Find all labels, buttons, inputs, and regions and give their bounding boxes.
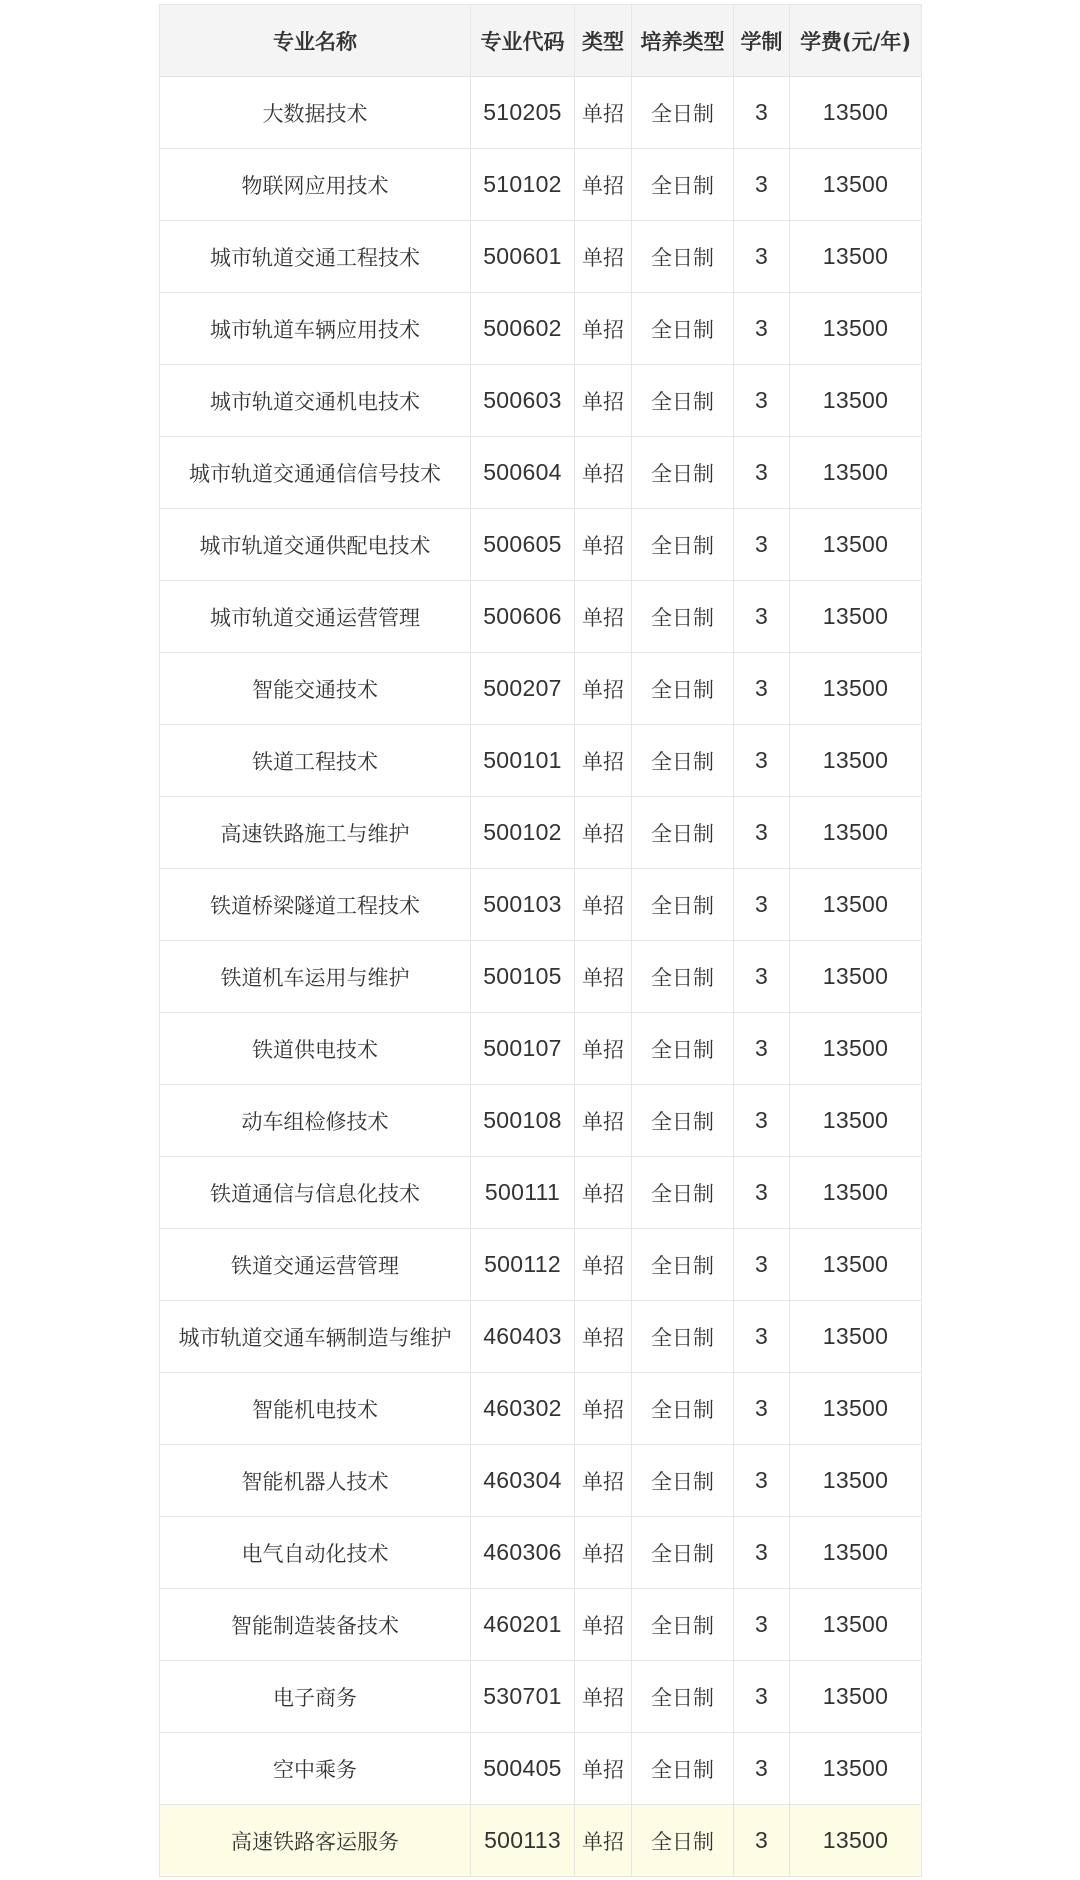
cell-admission-type: 单招 [575,1661,632,1733]
cell-study-mode: 全日制 [632,869,734,941]
cell-program-code: 500105 [471,941,575,1013]
cell-program-code: 460302 [471,1373,575,1445]
cell-admission-type: 单招 [575,653,632,725]
cell-study-mode: 全日制 [632,1805,734,1877]
cell-tuition: 13500 [790,797,922,869]
cell-study-mode: 全日制 [632,653,734,725]
cell-program-code: 460403 [471,1301,575,1373]
cell-program-name: 铁道通信与信息化技术 [160,1157,471,1229]
cell-admission-type: 单招 [575,1157,632,1229]
cell-study-mode: 全日制 [632,1589,734,1661]
header-tuition: 学费(元/年) [790,5,922,77]
table-row [160,1445,922,1517]
table-row [160,1661,922,1733]
cell-tuition: 13500 [790,1589,922,1661]
cell-tuition: 13500 [790,1661,922,1733]
table-row [160,1805,922,1877]
cell-admission-type: 单招 [575,1445,632,1517]
table-body [160,77,922,1877]
cell-admission-type: 单招 [575,1373,632,1445]
cell-tuition: 13500 [790,1445,922,1517]
cell-admission-type: 单招 [575,509,632,581]
cell-duration: 3 [734,941,790,1013]
cell-program-name: 空中乘务 [160,1733,471,1805]
cell-duration: 3 [734,1589,790,1661]
table-row [160,1301,922,1373]
cell-admission-type: 单招 [575,437,632,509]
cell-program-code: 500107 [471,1013,575,1085]
cell-study-mode: 全日制 [632,221,734,293]
cell-program-name: 物联网应用技术 [160,149,471,221]
table-row [160,365,922,437]
cell-program-name: 动车组检修技术 [160,1085,471,1157]
cell-duration: 3 [734,1373,790,1445]
header-admission-type: 类型 [575,5,632,77]
program-table [159,4,922,1877]
table-row [160,509,922,581]
cell-tuition: 13500 [790,437,922,509]
cell-program-code: 460201 [471,1589,575,1661]
cell-tuition: 13500 [790,1085,922,1157]
cell-admission-type: 单招 [575,1733,632,1805]
cell-study-mode: 全日制 [632,509,734,581]
cell-admission-type: 单招 [575,725,632,797]
cell-tuition: 13500 [790,365,922,437]
cell-admission-type: 单招 [575,1301,632,1373]
table-row [160,581,922,653]
cell-study-mode: 全日制 [632,581,734,653]
cell-duration: 3 [734,1661,790,1733]
cell-admission-type: 单招 [575,869,632,941]
cell-duration: 3 [734,1445,790,1517]
cell-tuition: 13500 [790,1373,922,1445]
cell-duration: 3 [734,77,790,149]
cell-study-mode: 全日制 [632,149,734,221]
table-row [160,653,922,725]
cell-study-mode: 全日制 [632,77,734,149]
cell-tuition: 13500 [790,581,922,653]
cell-study-mode: 全日制 [632,365,734,437]
cell-tuition: 13500 [790,77,922,149]
cell-duration: 3 [734,797,790,869]
table-row [160,1229,922,1301]
cell-duration: 3 [734,869,790,941]
cell-duration: 3 [734,1517,790,1589]
cell-duration: 3 [734,1157,790,1229]
header-program-name: 专业名称 [160,5,471,77]
cell-tuition: 13500 [790,653,922,725]
cell-study-mode: 全日制 [632,1373,734,1445]
table-row [160,1733,922,1805]
cell-tuition: 13500 [790,1733,922,1805]
cell-study-mode: 全日制 [632,1229,734,1301]
cell-program-name: 铁道交通运营管理 [160,1229,471,1301]
table-row [160,1589,922,1661]
cell-tuition: 13500 [790,221,922,293]
cell-program-name: 城市轨道交通工程技术 [160,221,471,293]
cell-program-code: 510205 [471,77,575,149]
cell-study-mode: 全日制 [632,1301,734,1373]
cell-program-name: 城市轨道交通机电技术 [160,365,471,437]
cell-program-name: 城市轨道交通供配电技术 [160,509,471,581]
cell-program-name: 高速铁路施工与维护 [160,797,471,869]
cell-tuition: 13500 [790,1013,922,1085]
cell-admission-type: 单招 [575,941,632,1013]
cell-tuition: 13500 [790,941,922,1013]
header-duration: 学制 [734,5,790,77]
cell-admission-type: 单招 [575,293,632,365]
cell-tuition: 13500 [790,1157,922,1229]
cell-program-code: 460306 [471,1517,575,1589]
cell-program-name: 城市轨道交通车辆制造与维护 [160,1301,471,1373]
header-program-code: 专业代码 [471,5,575,77]
cell-program-code: 530701 [471,1661,575,1733]
table-row [160,1085,922,1157]
cell-admission-type: 单招 [575,1085,632,1157]
table-row [160,869,922,941]
cell-program-code: 500603 [471,365,575,437]
cell-duration: 3 [734,149,790,221]
cell-program-name: 智能交通技术 [160,653,471,725]
cell-duration: 3 [734,1733,790,1805]
cell-admission-type: 单招 [575,1589,632,1661]
cell-duration: 3 [734,221,790,293]
cell-tuition: 13500 [790,1517,922,1589]
cell-program-name: 城市轨道交通通信信号技术 [160,437,471,509]
cell-program-code: 500102 [471,797,575,869]
cell-study-mode: 全日制 [632,1661,734,1733]
cell-program-code: 500207 [471,653,575,725]
table-row [160,797,922,869]
cell-program-name: 城市轨道交通运营管理 [160,581,471,653]
cell-program-code: 500405 [471,1733,575,1805]
table-header [160,5,922,77]
cell-duration: 3 [734,725,790,797]
cell-study-mode: 全日制 [632,1517,734,1589]
cell-duration: 3 [734,365,790,437]
cell-tuition: 13500 [790,509,922,581]
cell-admission-type: 单招 [575,77,632,149]
table-row [160,221,922,293]
table-row [160,437,922,509]
cell-study-mode: 全日制 [632,725,734,797]
cell-program-code: 500111 [471,1157,575,1229]
cell-tuition: 13500 [790,725,922,797]
cell-program-name: 城市轨道车辆应用技术 [160,293,471,365]
cell-program-code: 500113 [471,1805,575,1877]
table-row [160,725,922,797]
cell-study-mode: 全日制 [632,1085,734,1157]
cell-program-code: 500605 [471,509,575,581]
cell-program-code: 500601 [471,221,575,293]
cell-admission-type: 单招 [575,1013,632,1085]
cell-tuition: 13500 [790,293,922,365]
cell-program-code: 500112 [471,1229,575,1301]
cell-study-mode: 全日制 [632,437,734,509]
cell-duration: 3 [734,509,790,581]
cell-duration: 3 [734,293,790,365]
table-row [160,1517,922,1589]
table-row [160,1157,922,1229]
cell-admission-type: 单招 [575,149,632,221]
cell-duration: 3 [734,653,790,725]
cell-duration: 3 [734,1085,790,1157]
cell-study-mode: 全日制 [632,941,734,1013]
cell-tuition: 13500 [790,869,922,941]
table-row [160,149,922,221]
cell-program-name: 铁道机车运用与维护 [160,941,471,1013]
cell-study-mode: 全日制 [632,797,734,869]
cell-admission-type: 单招 [575,797,632,869]
cell-program-name: 铁道工程技术 [160,725,471,797]
cell-study-mode: 全日制 [632,1157,734,1229]
cell-program-name: 智能机电技术 [160,1373,471,1445]
cell-study-mode: 全日制 [632,293,734,365]
table-row [160,77,922,149]
cell-admission-type: 单招 [575,1229,632,1301]
cell-program-code: 500604 [471,437,575,509]
cell-duration: 3 [734,1013,790,1085]
cell-admission-type: 单招 [575,365,632,437]
cell-program-name: 大数据技术 [160,77,471,149]
cell-duration: 3 [734,1805,790,1877]
header-study-mode: 培养类型 [632,5,734,77]
cell-program-code: 500108 [471,1085,575,1157]
cell-tuition: 13500 [790,1301,922,1373]
cell-tuition: 13500 [790,1229,922,1301]
cell-admission-type: 单招 [575,1517,632,1589]
cell-study-mode: 全日制 [632,1445,734,1517]
cell-program-code: 500602 [471,293,575,365]
cell-duration: 3 [734,1301,790,1373]
header-row [160,5,922,77]
cell-program-name: 高速铁路客运服务 [160,1805,471,1877]
cell-program-name: 智能制造装备技术 [160,1589,471,1661]
cell-program-name: 电子商务 [160,1661,471,1733]
cell-admission-type: 单招 [575,1805,632,1877]
cell-program-code: 460304 [471,1445,575,1517]
cell-admission-type: 单招 [575,581,632,653]
cell-program-code: 500606 [471,581,575,653]
cell-duration: 3 [734,437,790,509]
table-row [160,293,922,365]
cell-duration: 3 [734,1229,790,1301]
cell-program-name: 铁道供电技术 [160,1013,471,1085]
cell-program-name: 电气自动化技术 [160,1517,471,1589]
cell-program-code: 500101 [471,725,575,797]
table-row [160,941,922,1013]
cell-program-name: 智能机器人技术 [160,1445,471,1517]
cell-admission-type: 单招 [575,221,632,293]
cell-study-mode: 全日制 [632,1013,734,1085]
table-row [160,1373,922,1445]
cell-program-code: 510102 [471,149,575,221]
cell-program-code: 500103 [471,869,575,941]
cell-program-name: 铁道桥梁隧道工程技术 [160,869,471,941]
program-table-container [159,4,921,1877]
cell-duration: 3 [734,581,790,653]
cell-tuition: 13500 [790,1805,922,1877]
cell-tuition: 13500 [790,149,922,221]
cell-study-mode: 全日制 [632,1733,734,1805]
table-row [160,1013,922,1085]
